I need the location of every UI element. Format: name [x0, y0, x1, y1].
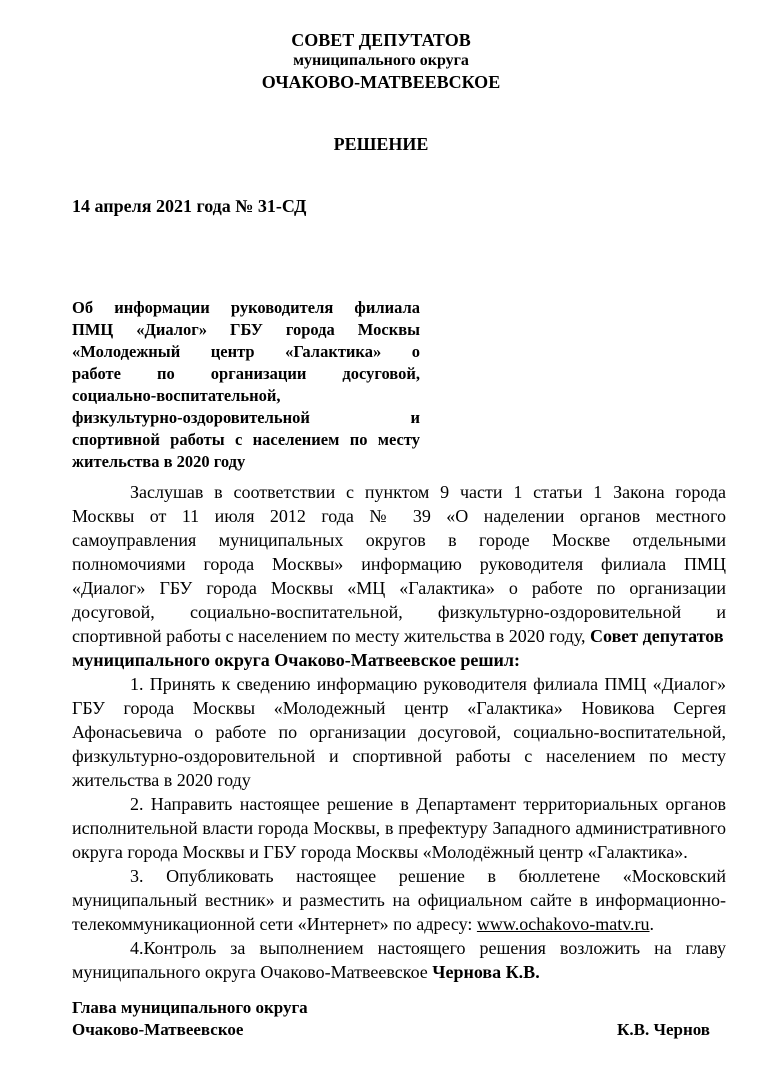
title-line: спортивной работы с населением по месту	[72, 430, 420, 449]
district-name: ОЧАКОВО-МАТВЕЕВСКОЕ	[261, 72, 501, 92]
date-and-number: 14 апреля 2021 года № 31-СД	[72, 196, 307, 216]
website-link[interactable]: www.ochakovo-matv.ru	[476, 914, 650, 934]
preamble-line: досуговой, социально-воспитательной, физкультурно-оздоровительной и	[72, 602, 726, 622]
district-label: муниципального округа	[293, 52, 469, 69]
item1-line: Афонасьевича о работе по организации досуговой, социально-воспитательной,	[72, 722, 726, 742]
item3-line: муниципальный вестник» и разместить на официальном сайте в информационно-	[72, 890, 726, 910]
item4-line: 4.Контроль за выполнением настоящего решения возложить на главу	[130, 938, 726, 958]
item2-line: 2. Направить настоящее решение в Департамент территориальных органов	[130, 794, 726, 814]
preamble-line: самоуправления муниципальных округов в городе Москве отдельными	[72, 530, 726, 550]
item1-line: 1. Принять к сведению информацию руководителя филиала ПМЦ «Диалог»	[130, 674, 726, 694]
item2-line: округа города Москвы и ГБУ города Москвы «Молодёжный центр «Галактика».	[72, 842, 688, 862]
item3-line: 3. Опубликовать настоящее решение в бюллетене «Московский	[130, 866, 726, 886]
title-line: жительства в 2020 году	[72, 452, 246, 471]
item3-text: телекоммуникационной сети «Интернет» по адресу:	[72, 914, 477, 934]
preamble-line: Москвы от 11 июля 2012 года № 39 «О наделении органов местного	[72, 506, 726, 526]
item4-text: муниципального округа Очаково-Матвеевское	[72, 962, 433, 982]
item1-line: жительства в 2020 году	[72, 770, 251, 790]
signature-name: К.В. Чернов	[617, 1020, 710, 1039]
item1-line: ГБУ города Москвы «Молодежный центр «Галактика» Новикова Сергея	[72, 698, 726, 718]
title-line: Об информации руководителя филиала	[72, 298, 420, 317]
preamble-text: спортивной работы с населением по месту жительства в 2020 году,	[72, 626, 591, 646]
preamble-line	[72, 626, 726, 646]
title-line: «Молодежный центр «Галактика» о	[72, 342, 420, 361]
preamble-line: полномочиями города Москвы» информацию руководителя филиала ПМЦ	[72, 554, 726, 574]
title-line: ПМЦ «Диалог» ГБУ города Москвы	[72, 320, 420, 339]
preamble-line: Заслушав в соответствии с пунктом 9 части 1 статьи 1 Закона города	[130, 482, 726, 502]
document-type: РЕШЕНИЕ	[333, 134, 429, 154]
item1-line: физкультурно-оздоровительной и спортивной работы с населением по месту	[72, 746, 726, 766]
preamble-line: «Диалог» ГБУ города Москвы «МЦ «Галактика» о работе по организации	[72, 578, 726, 598]
title-line: социально-воспитательной,	[72, 386, 281, 405]
council-name: СОВЕТ ДЕПУТАТОВ	[291, 30, 471, 50]
item4-line	[72, 962, 726, 982]
head-name-bold: Чернова К.В.	[432, 962, 540, 982]
title-line: работе по организации досуговой,	[72, 364, 420, 383]
item3-line	[72, 914, 726, 934]
preamble-decision: муниципального округа Очаково-Матвеевское решил:	[72, 650, 521, 670]
signature-district: Очаково-Матвеевское	[72, 1020, 244, 1039]
signature-role: Глава муниципального округа	[72, 998, 308, 1017]
council-bold: Совет депутатов	[590, 626, 724, 646]
item2-line: исполнительной власти города Москвы, в префектуру Западного административного	[72, 818, 726, 838]
title-line: физкультурно-оздоровительной и	[72, 408, 420, 427]
item3-end: .	[649, 914, 655, 934]
